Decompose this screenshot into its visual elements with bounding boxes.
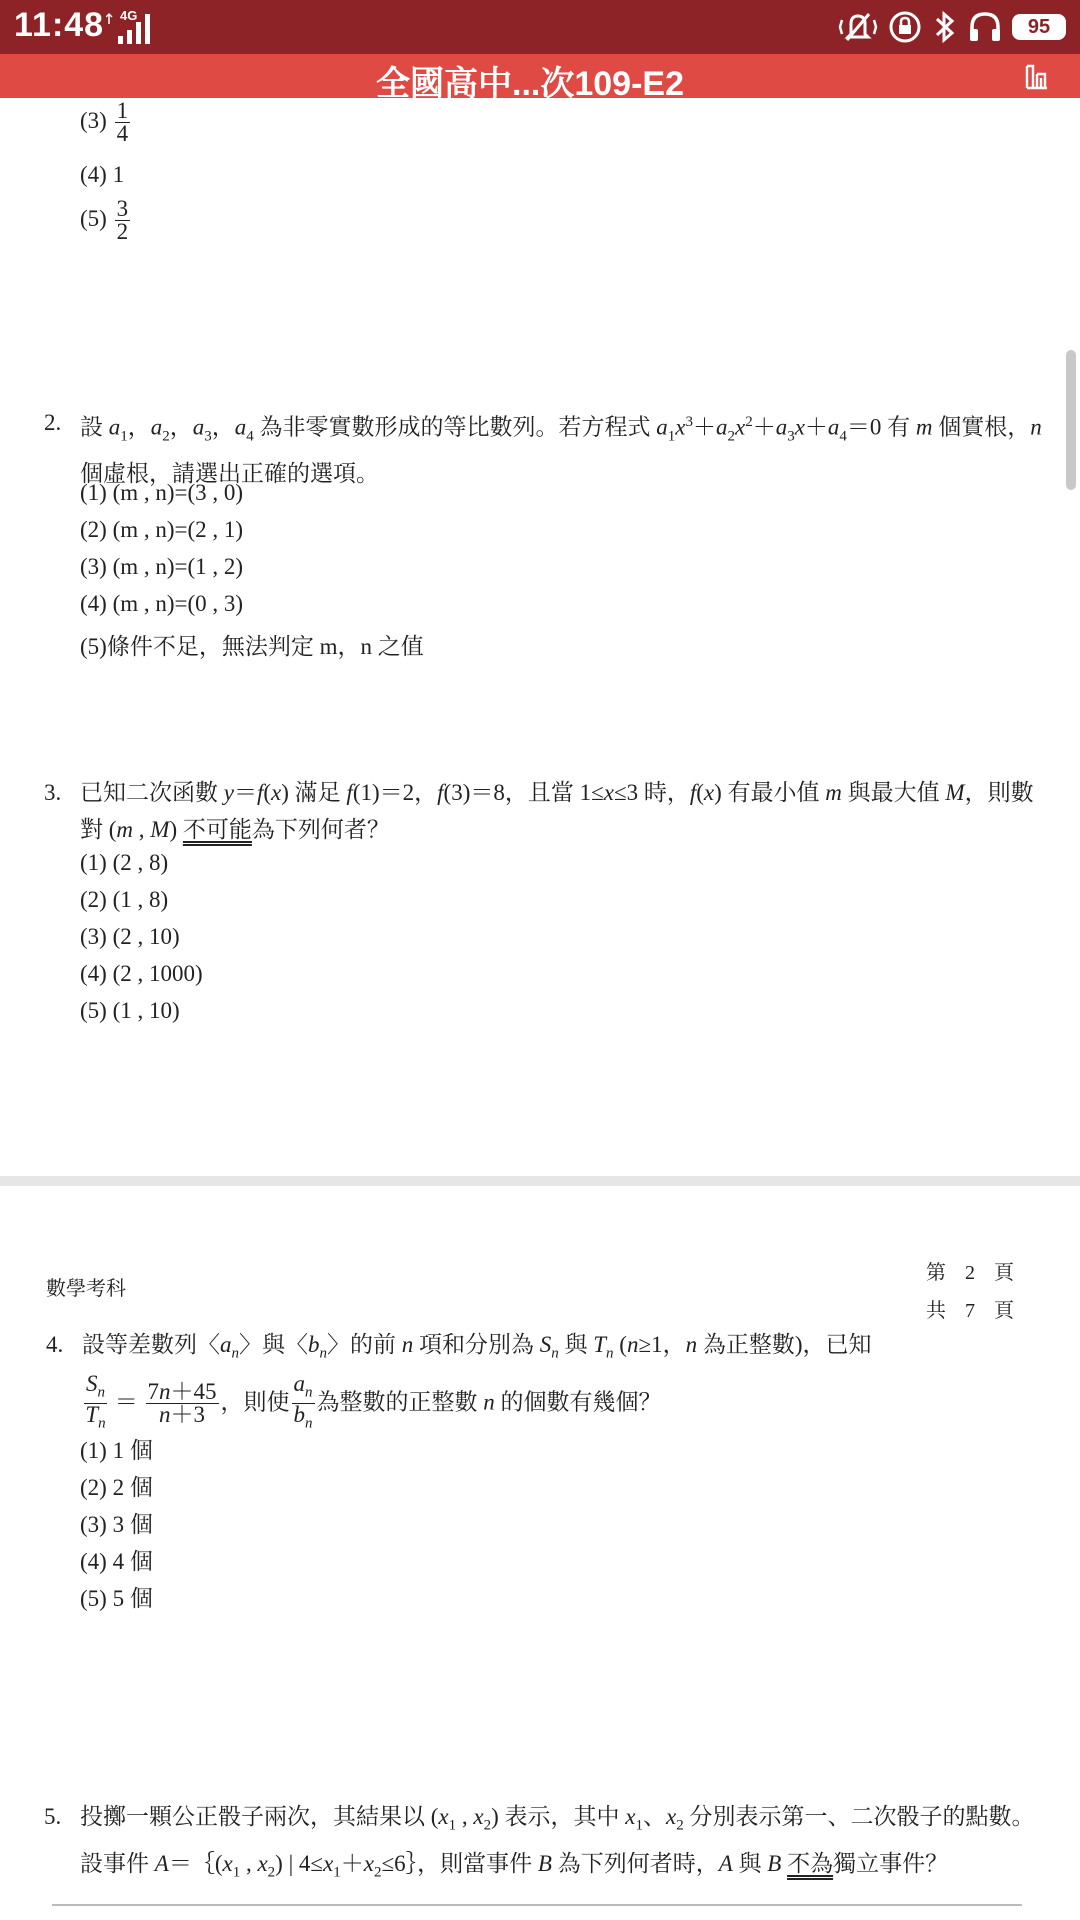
page-subject: 數學考科 xyxy=(46,1278,126,1300)
title-bar xyxy=(0,54,1080,103)
vibrate-icon xyxy=(838,10,878,44)
option-label: (3) xyxy=(80,107,107,133)
headphones-icon xyxy=(968,10,1002,44)
q3-option-3: (3) (2 , 10) xyxy=(80,924,180,949)
q2-option-5: (5)條件不足，無法判定 m，n 之值 xyxy=(80,634,424,659)
fraction xyxy=(115,100,131,145)
q4-option-3: (3) 3 個 xyxy=(80,1512,153,1537)
page-number-block xyxy=(926,1254,1014,1330)
q4-option-5: (5) 5 個 xyxy=(80,1586,153,1611)
pdf-viewer[interactable] xyxy=(0,98,1080,1920)
page-number: 第 2 頁 xyxy=(926,1262,1014,1284)
q1-option-4: (4) 1 xyxy=(80,162,125,187)
status-bar xyxy=(0,0,1080,54)
numerator: 3 xyxy=(116,196,129,221)
question-number: 3. xyxy=(44,780,62,805)
scrollbar[interactable] xyxy=(1066,350,1076,490)
question-number: 4. xyxy=(46,1332,64,1357)
page-bottom-line xyxy=(52,1904,1022,1906)
battery-icon: 95 xyxy=(1012,14,1066,40)
rotation-lock-icon xyxy=(888,10,922,44)
q3-option-5: (5) (1 , 10) xyxy=(80,998,180,1023)
q3-option-4: (4) (2 , 1000) xyxy=(80,961,203,986)
question-number: 2. xyxy=(44,410,62,435)
q4-option-4: (4) 4 個 xyxy=(80,1549,153,1574)
question-text: 已知二次函數 y＝f(x) 滿足 f(1)＝2，f(3)＝8，且當 1≤x≤3 時，f(x) 有最小值 m 與最大值 M，則數對 (m , M) 不可能為下列何者？ xyxy=(80,780,1034,842)
status-time: 11:48 xyxy=(14,6,105,44)
q1-option-3 xyxy=(80,100,132,145)
denominator: 4 xyxy=(116,121,129,146)
bookmark-button[interactable] xyxy=(1024,62,1050,95)
page-total: 共 7 頁 xyxy=(926,1300,1014,1322)
book-index-icon xyxy=(1024,62,1050,90)
q2-option-2: (2) (m , n)=(2 , 1) xyxy=(80,517,244,542)
page-divider xyxy=(0,1176,1080,1186)
q4-option-2: (2) 2 個 xyxy=(80,1475,153,1500)
denominator: 2 xyxy=(116,219,129,244)
q2-option-1: (1) (m , n)=(3 , 0) xyxy=(80,480,244,505)
document-title: 全國高中...次109-E2 xyxy=(376,65,684,103)
network-type: 4G xyxy=(120,8,138,23)
signal-icon xyxy=(106,8,162,46)
question-number: 5. xyxy=(44,1804,62,1829)
q2-option-3: (3) (m , n)=(1 , 2) xyxy=(80,554,244,579)
q1-option-5 xyxy=(80,198,132,243)
q3-option-2: (2) (1 , 8) xyxy=(80,887,169,912)
option-label: (5) xyxy=(80,205,107,231)
status-icons xyxy=(838,9,1066,45)
fraction xyxy=(115,198,131,243)
question-text: 投擲一顆公正骰子兩次，其結果以 ($x_1$ , $x_2$) 表示，其中 $x_1$、$x_2$ 分別表示第一、二次骰子的點數。設事件 $A=\{(x_1$ , $x_2$) | $4\le x_1+x_2\le 6\}$，則當事件 B 為下列何者時，A 與 B 不為獨立事件？ xyxy=(80,1804,1035,1881)
numerator: 1 xyxy=(116,98,129,123)
question-text: 設 $a_1$，$a_2$，$a_3$，$a_4$ 為非零實數形成的等比數列。若方程式 $a_1x^3+a_2x^2+a_3x+a_4=0$ 有 m 個實根，n 個虛根，請選出正確的選項。 xyxy=(80,414,1042,487)
question-text: 設等差數列〈$a_n$〉與〈$b_n$〉的前 n 項和分別為 $S_n$ 與 $T_n$ (n≥1，n 為正整數)，已知 $\frac{S_n}{T_n}$ ＝ $\frac{7n+45}{n+3}$ ，則使 $\frac{a_n}{b_n}$ 為整數的正整數 n 的個數有幾個？ xyxy=(82,1332,872,1432)
q3-option-1: (1) (2 , 8) xyxy=(80,850,169,875)
q2-option-4: (4) (m , n)=(0 , 3) xyxy=(80,591,244,616)
bluetooth-icon xyxy=(932,10,958,44)
q4-option-1: (1) 1 個 xyxy=(80,1438,153,1463)
